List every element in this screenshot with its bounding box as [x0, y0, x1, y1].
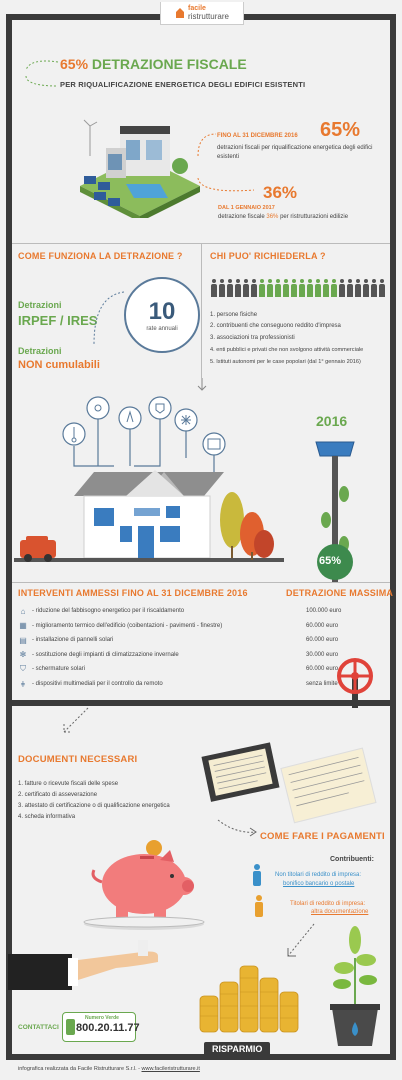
interventions-header-bar: [12, 582, 390, 583]
person-icon: [370, 279, 377, 297]
payments-title: COME FARE I PAGAMENTI: [260, 831, 385, 842]
dashed-arrow-65: [196, 128, 218, 158]
contact-label: CONTATTACI: [18, 1024, 59, 1031]
rate-label: rate annuali: [146, 326, 178, 332]
people-row: [210, 279, 390, 299]
logo-name: facile: [188, 5, 206, 12]
how-title: COME FUNZIONA LA DETRAZIONE ?: [18, 251, 183, 261]
interventions-max-title: DETRAZIONE MASSIMA: [286, 588, 394, 598]
person-icon: [218, 279, 225, 297]
pipe-left: [6, 14, 12, 704]
deduction-36-date: DAL 1 GENNAIO 2017: [218, 205, 275, 211]
person-blue-icon: [252, 864, 262, 886]
header-title: [60, 56, 247, 72]
deduction-65-value: 65%: [320, 119, 361, 141]
phone-icon: [66, 1019, 75, 1035]
person-icon: [242, 279, 249, 297]
snowflake-icon: ✻: [19, 650, 27, 660]
house-logo-icon: [175, 7, 185, 19]
dashed-arrow-circle: [90, 288, 126, 348]
green-building-illustration: [70, 106, 210, 218]
gold-coins-illustration: [196, 956, 306, 1036]
dashed-arrow-documents: [60, 706, 90, 736]
who-item-4: 4. enti pubblici e privati che non svolgono attività commerciale: [210, 347, 364, 353]
who-item-5: 5. Istituti autonomi per le case popolari (dal 1° gennaio 2016): [210, 359, 361, 365]
who-item-2: 2. contribuenti che conseguono reddito d'impresa: [210, 323, 341, 329]
green-number-label: Numero Verde: [85, 1015, 119, 1021]
person-icon: [306, 279, 313, 297]
header-title-text: DETRAZIONE FISCALE: [91, 56, 247, 72]
how-label2: Detrazioni: [18, 346, 62, 356]
how-value2: NON cumulabili: [18, 359, 100, 371]
dashed-arrow-payments: [216, 818, 260, 838]
deduction-36-desc-post: per ristrutturazioni edilizie: [280, 214, 349, 220]
valve-wheel-icon: [334, 648, 374, 708]
payment-2-line1: Titolari di reddito di impresa:: [290, 901, 366, 907]
chevron-down-icon: [196, 378, 208, 392]
rate-circle: [124, 277, 200, 353]
intervention-amount: 60.000 euro: [306, 666, 339, 673]
shield-icon: ⛉: [20, 664, 26, 674]
person-icon: [298, 279, 305, 297]
person-orange-icon: [254, 895, 264, 917]
footer-link[interactable]: www.facileristrutturare.it: [141, 1066, 200, 1072]
header-subtitle: PER RIQUALIFICAZIONE ENERGETICA DEGLI EDIFICI ESISTENTI: [60, 80, 306, 89]
person-icon: [330, 279, 337, 297]
intervention-row: [18, 619, 388, 633]
divider-vertical: [201, 243, 202, 378]
logo: [160, 2, 244, 25]
intervention-row: [18, 677, 388, 691]
header-percent: 65%: [60, 56, 89, 72]
documents-illustration: [186, 734, 396, 824]
logo-sub: ristrutturare: [188, 12, 229, 21]
intervention-amount: 100.000 euro: [306, 608, 342, 614]
who-item-3: 3. associazioni tra professionisti: [210, 335, 295, 341]
interventions-title: INTERVENTI AMMESSI FINO AL 31 DICEMBRE 2016: [18, 588, 248, 598]
intervention-label: - miglioramento termico dell'edificio (coibentazioni - pavimenti - finestre): [32, 622, 223, 629]
savings-label: RISPARMIO: [204, 1042, 270, 1056]
intervention-amount: 30.000 euro: [306, 651, 339, 658]
document-item-2: 2. certificato di asseverazione: [18, 792, 98, 798]
deduction-36-desc-pct: 36%: [266, 214, 279, 220]
intervention-label: - riduzione del fabbisogno energetico per il riscaldamento: [32, 608, 185, 614]
how-label1: Detrazioni: [18, 300, 62, 310]
window-icon: ▦: [19, 621, 27, 631]
pipe-top: [6, 14, 160, 20]
intervention-label: - sostituzione degli impianti di climatizzazione invernale: [32, 651, 179, 658]
payment-1-line2[interactable]: bonifico bancario o postale: [283, 881, 355, 887]
person-icon: [338, 279, 345, 297]
person-icon: [378, 279, 385, 297]
person-icon: [234, 279, 241, 297]
person-icon: [354, 279, 361, 297]
person-icon: [346, 279, 353, 297]
intervention-row: [18, 662, 388, 676]
person-icon: [322, 279, 329, 297]
green-number: 800.20.11.77: [76, 1022, 140, 1034]
document-item-4: 4. scheda informativa: [18, 814, 76, 820]
house-icon: ⌂: [20, 606, 26, 616]
person-icon: [282, 279, 289, 297]
person-icon: [290, 279, 297, 297]
how-value1: IRPEF / IRES: [18, 313, 98, 328]
smart-house-illustration: [14, 396, 284, 576]
person-icon: [210, 279, 217, 297]
payments-contrib: Contribuenti:: [330, 856, 374, 863]
intervention-label: - dispositivi multimediali per il controllo da remoto: [32, 681, 163, 687]
intervention-row: [18, 604, 388, 618]
lamp-percent: 65%: [319, 555, 342, 567]
pipe-left-lower: [6, 700, 12, 1060]
pipe-top-right: [242, 14, 396, 20]
person-icon: [250, 279, 257, 297]
document-item-1: 1. fatture o ricevute fiscali delle spese: [18, 781, 119, 787]
intervention-amount: senza limite: [306, 681, 338, 687]
intervention-row: [18, 633, 388, 647]
deduction-36-desc-pre: detrazione fiscale: [218, 214, 265, 220]
payment-2-line2[interactable]: altra documentazione: [311, 909, 369, 915]
hand-sleeve-illustration: [8, 936, 188, 996]
person-icon: [258, 279, 265, 297]
solar-panel-icon: ▤: [19, 635, 27, 645]
document-item-3: 3. attestato di certificazione o di qualificazione energetica: [18, 803, 170, 809]
footer-credit: infografica realizzata da Facile Ristrutturare S.r.l. -: [18, 1066, 140, 1072]
person-icon: [266, 279, 273, 297]
footer-text: [18, 1066, 200, 1072]
who-title: CHI PUO' RICHIEDERLA ?: [210, 251, 326, 261]
thermometer-icon: ǂ: [20, 679, 26, 689]
intervention-amount: 60.000 euro: [306, 637, 339, 644]
green-number-box[interactable]: [62, 1012, 140, 1042]
intervention-row: [18, 648, 388, 662]
deduction-65-date: FINO AL 31 DICEMBRE 2016: [217, 133, 298, 139]
header-dashed-arrows: [20, 56, 60, 90]
person-icon: [362, 279, 369, 297]
intervention-label: - schermature solari: [32, 666, 86, 673]
lamp-year: 2016: [316, 413, 348, 429]
payment-1-line1: Non titolari di reddito di impresa:: [275, 872, 362, 878]
plant-illustration: [322, 918, 388, 1058]
rate-number: 10: [148, 298, 176, 325]
person-icon: [226, 279, 233, 297]
person-icon: [274, 279, 281, 297]
deduction-36-desc: [218, 213, 348, 222]
intervention-amount: 60.000 euro: [306, 622, 339, 629]
deduction-65-desc: detrazioni fiscali per riqualificazione energetica degli edifici esistenti: [217, 145, 373, 160]
person-icon: [314, 279, 321, 297]
who-item-1: 1. persone fisiche: [210, 312, 258, 318]
piggy-bank-illustration: [80, 838, 210, 938]
documents-title: DOCUMENTI NECESSARI: [18, 754, 138, 765]
deduction-36-value: 36%: [263, 183, 298, 202]
dashed-arrow-36: [196, 176, 256, 198]
intervention-label: - installazione di pannelli solari: [32, 637, 114, 644]
